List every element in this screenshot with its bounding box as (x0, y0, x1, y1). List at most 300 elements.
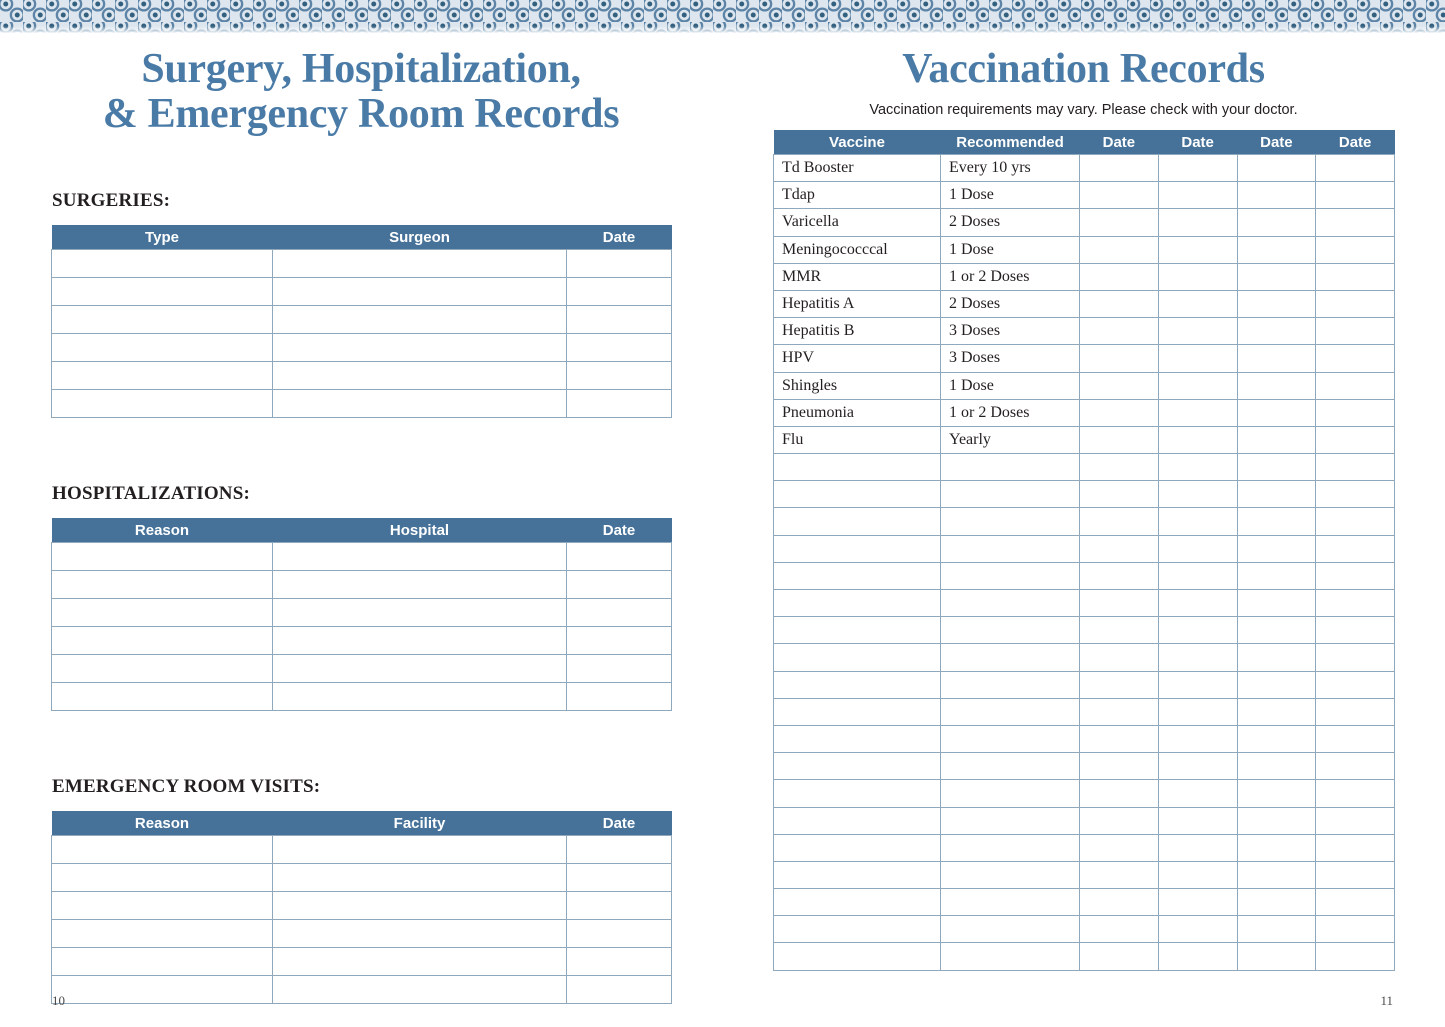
cell-date[interactable] (567, 627, 672, 655)
table-row[interactable] (774, 399, 1395, 426)
cell-date-1[interactable] (1080, 236, 1159, 263)
cell-date-3[interactable] (1237, 590, 1316, 617)
cell-reason[interactable] (52, 655, 273, 683)
cell-date-2[interactable] (1158, 617, 1237, 644)
cell-date-4[interactable] (1316, 372, 1395, 399)
cell-type[interactable] (52, 362, 273, 390)
cell-vaccine[interactable]: Td Booster (774, 155, 941, 182)
cell-date-3[interactable] (1237, 481, 1316, 508)
cell-date-2[interactable] (1158, 943, 1237, 970)
cell-date-3[interactable] (1237, 753, 1316, 780)
cell-date-3[interactable] (1237, 807, 1316, 834)
cell-recommended[interactable] (941, 617, 1080, 644)
cell-date-4[interactable] (1316, 236, 1395, 263)
cell-date[interactable] (567, 976, 672, 1004)
cell-facility[interactable] (273, 864, 567, 892)
cell-reason[interactable] (52, 683, 273, 711)
cell-date-2[interactable] (1158, 345, 1237, 372)
table-row[interactable] (774, 454, 1395, 481)
cell-recommended[interactable] (941, 508, 1080, 535)
cell-vaccine[interactable] (774, 753, 941, 780)
table-row[interactable] (52, 920, 672, 948)
cell-date-1[interactable] (1080, 508, 1159, 535)
cell-vaccine[interactable] (774, 861, 941, 888)
cell-date-3[interactable] (1237, 155, 1316, 182)
cell-vaccine[interactable] (774, 644, 941, 671)
cell-date-4[interactable] (1316, 834, 1395, 861)
cell-date-4[interactable] (1316, 590, 1395, 617)
cell-date-3[interactable] (1237, 290, 1316, 317)
cell-vaccine[interactable] (774, 671, 941, 698)
cell-date-1[interactable] (1080, 780, 1159, 807)
cell-vaccine[interactable] (774, 943, 941, 970)
table-row[interactable] (774, 508, 1395, 535)
cell-date-2[interactable] (1158, 236, 1237, 263)
vaccination-disclaimer: Vaccination requirements may vary. Please check with your doctor. (869, 102, 1298, 118)
cell-vaccine[interactable]: Varicella (774, 209, 941, 236)
cell-date-1[interactable] (1080, 834, 1159, 861)
cell-date-4[interactable] (1316, 481, 1395, 508)
cell-vaccine[interactable] (774, 780, 941, 807)
cell-date[interactable] (567, 655, 672, 683)
cell-facility[interactable] (273, 948, 567, 976)
cell-date-2[interactable] (1158, 454, 1237, 481)
cell-date-4[interactable] (1316, 426, 1395, 453)
cell-recommended[interactable] (941, 861, 1080, 888)
table-row[interactable] (774, 290, 1395, 317)
cell-recommended[interactable] (941, 725, 1080, 752)
cell-vaccine[interactable] (774, 834, 941, 861)
cell-date-4[interactable] (1316, 155, 1395, 182)
cell-date[interactable] (567, 836, 672, 864)
cell-date-4[interactable] (1316, 807, 1395, 834)
cell-date-2[interactable] (1158, 861, 1237, 888)
cell-recommended[interactable] (941, 698, 1080, 725)
table-row[interactable] (52, 306, 672, 334)
cell-date-1[interactable] (1080, 182, 1159, 209)
table-row[interactable] (52, 250, 672, 278)
cell-date[interactable] (567, 334, 672, 362)
page-number-left: 10 (52, 993, 65, 1008)
table-row[interactable] (774, 807, 1395, 834)
cell-surgeon[interactable] (273, 250, 567, 278)
table-row[interactable] (52, 864, 672, 892)
cell-date-3[interactable] (1237, 182, 1316, 209)
cell-date-3[interactable] (1237, 943, 1316, 970)
cell-date-1[interactable] (1080, 562, 1159, 589)
table-header-row (52, 518, 672, 543)
cell-date-2[interactable] (1158, 155, 1237, 182)
cell-date-2[interactable] (1158, 807, 1237, 834)
cell-vaccine[interactable]: Shingles (774, 372, 941, 399)
cell-date-1[interactable] (1080, 535, 1159, 562)
left-page-title-line-2: & Emergency Room Records (102, 90, 620, 137)
cell-date-4[interactable] (1316, 318, 1395, 345)
cell-vaccine[interactable] (774, 725, 941, 752)
table-row[interactable] (52, 571, 672, 599)
cell-date-1[interactable] (1080, 209, 1159, 236)
cell-recommended[interactable] (941, 590, 1080, 617)
cell-date-1[interactable] (1080, 345, 1159, 372)
cell-date-2[interactable] (1158, 644, 1237, 671)
cell-hospital[interactable] (273, 543, 567, 571)
cell-date-3[interactable] (1237, 399, 1316, 426)
cell-surgeon[interactable] (273, 390, 567, 418)
cell-facility[interactable] (273, 836, 567, 864)
column-header-hospital: Hospital (273, 518, 567, 543)
table-row[interactable] (52, 655, 672, 683)
cell-vaccine[interactable]: Pneumonia (774, 399, 941, 426)
cell-date-3[interactable] (1237, 372, 1316, 399)
cell-date-2[interactable] (1158, 834, 1237, 861)
cell-recommended[interactable]: 3 Doses (941, 345, 1080, 372)
cell-recommended[interactable] (941, 753, 1080, 780)
cell-date-2[interactable] (1158, 780, 1237, 807)
cell-type[interactable] (52, 390, 273, 418)
cell-reason[interactable] (52, 571, 273, 599)
cell-date-2[interactable] (1158, 399, 1237, 426)
cell-date[interactable] (567, 362, 672, 390)
cell-recommended[interactable] (941, 943, 1080, 970)
cell-date-3[interactable] (1237, 617, 1316, 644)
cell-date-3[interactable] (1237, 209, 1316, 236)
cell-vaccine[interactable] (774, 617, 941, 644)
cell-recommended[interactable] (941, 481, 1080, 508)
cell-date-2[interactable] (1158, 318, 1237, 345)
table-row[interactable] (52, 599, 672, 627)
cell-date-3[interactable] (1237, 535, 1316, 562)
cell-date-4[interactable] (1316, 209, 1395, 236)
cell-reason[interactable] (52, 627, 273, 655)
column-header-date: Date (567, 518, 672, 543)
table-row[interactable] (774, 943, 1395, 970)
cell-recommended[interactable]: Every 10 yrs (941, 155, 1080, 182)
cell-date[interactable] (567, 278, 672, 306)
table-row[interactable] (774, 372, 1395, 399)
cell-hospital[interactable] (273, 571, 567, 599)
cell-date-3[interactable] (1237, 345, 1316, 372)
table-row[interactable] (774, 780, 1395, 807)
cell-date[interactable] (567, 920, 672, 948)
cell-date-1[interactable] (1080, 318, 1159, 345)
cell-date-3[interactable] (1237, 236, 1316, 263)
table-row[interactable] (774, 209, 1395, 236)
cell-date-1[interactable] (1080, 698, 1159, 725)
table-row[interactable] (52, 976, 672, 1004)
cell-date-3[interactable] (1237, 861, 1316, 888)
cell-hospital[interactable] (273, 683, 567, 711)
cell-date-1[interactable] (1080, 671, 1159, 698)
surgeries-table (51, 225, 672, 418)
cell-recommended[interactable]: 1 Dose (941, 182, 1080, 209)
cell-date-3[interactable] (1237, 454, 1316, 481)
cell-surgeon[interactable] (273, 278, 567, 306)
table-row[interactable] (774, 562, 1395, 589)
cell-date[interactable] (567, 250, 672, 278)
table-row[interactable] (774, 318, 1395, 345)
cell-date-3[interactable] (1237, 644, 1316, 671)
cell-reason[interactable] (52, 836, 273, 864)
cell-date-4[interactable] (1316, 753, 1395, 780)
cell-date-2[interactable] (1158, 725, 1237, 752)
cell-recommended[interactable]: 2 Doses (941, 209, 1080, 236)
column-header-date: Date (567, 811, 672, 836)
cell-date-2[interactable] (1158, 372, 1237, 399)
cell-type[interactable] (52, 278, 273, 306)
cell-recommended[interactable] (941, 644, 1080, 671)
cell-date[interactable] (567, 683, 672, 711)
cell-facility[interactable] (273, 976, 567, 1004)
section-label-emergency-room-visits: EMERGENCY ROOM VISITS: (52, 776, 321, 797)
cell-date-4[interactable] (1316, 345, 1395, 372)
cell-recommended[interactable]: 1 or 2 Doses (941, 263, 1080, 290)
cell-date-3[interactable] (1237, 780, 1316, 807)
table-row[interactable] (774, 345, 1395, 372)
cell-vaccine[interactable] (774, 916, 941, 943)
cell-date-1[interactable] (1080, 590, 1159, 617)
column-header-vaccine: Vaccine (774, 130, 941, 155)
cell-vaccine[interactable] (774, 481, 941, 508)
cell-date-2[interactable] (1158, 698, 1237, 725)
cell-date-2[interactable] (1158, 481, 1237, 508)
column-header-date-3: Date (1237, 130, 1316, 155)
cell-reason[interactable] (52, 864, 273, 892)
cell-hospital[interactable] (273, 599, 567, 627)
table-row[interactable] (52, 362, 672, 390)
cell-date-4[interactable] (1316, 780, 1395, 807)
cell-date-2[interactable] (1158, 753, 1237, 780)
table-row[interactable] (774, 861, 1395, 888)
cell-date-3[interactable] (1237, 889, 1316, 916)
cell-reason[interactable] (52, 599, 273, 627)
cell-date-3[interactable] (1237, 725, 1316, 752)
cell-recommended[interactable] (941, 671, 1080, 698)
cell-recommended[interactable]: Yearly (941, 426, 1080, 453)
cell-vaccine[interactable] (774, 562, 941, 589)
table-row[interactable] (774, 263, 1395, 290)
emergency-room-visits-table (51, 811, 672, 1004)
cell-vaccine[interactable] (774, 698, 941, 725)
table-row[interactable] (774, 834, 1395, 861)
table-row[interactable] (52, 683, 672, 711)
cell-date-4[interactable] (1316, 562, 1395, 589)
cell-date-1[interactable] (1080, 861, 1159, 888)
table-row[interactable] (52, 627, 672, 655)
cell-date-1[interactable] (1080, 263, 1159, 290)
cell-date-4[interactable] (1316, 290, 1395, 317)
cell-recommended[interactable]: 2 Doses (941, 290, 1080, 317)
cell-date-2[interactable] (1158, 535, 1237, 562)
cell-date-4[interactable] (1316, 399, 1395, 426)
cell-date-4[interactable] (1316, 535, 1395, 562)
cell-date-3[interactable] (1237, 698, 1316, 725)
table-row[interactable] (774, 671, 1395, 698)
cell-date-2[interactable] (1158, 290, 1237, 317)
cell-date-4[interactable] (1316, 454, 1395, 481)
cell-date[interactable] (567, 571, 672, 599)
table-row[interactable] (52, 892, 672, 920)
table-row[interactable] (774, 426, 1395, 453)
cell-date-1[interactable] (1080, 290, 1159, 317)
cell-date-4[interactable] (1316, 182, 1395, 209)
cell-date-2[interactable] (1158, 916, 1237, 943)
cell-reason[interactable] (52, 948, 273, 976)
cell-date-4[interactable] (1316, 916, 1395, 943)
cell-date-4[interactable] (1316, 725, 1395, 752)
cell-date-2[interactable] (1158, 508, 1237, 535)
cell-date-3[interactable] (1237, 671, 1316, 698)
cell-recommended[interactable] (941, 889, 1080, 916)
column-header-date: Date (567, 225, 672, 250)
cell-date-1[interactable] (1080, 889, 1159, 916)
cell-recommended[interactable] (941, 454, 1080, 481)
cell-surgeon[interactable] (273, 362, 567, 390)
cell-date-4[interactable] (1316, 861, 1395, 888)
cell-date-4[interactable] (1316, 617, 1395, 644)
cell-date-4[interactable] (1316, 644, 1395, 671)
table-row[interactable] (52, 334, 672, 362)
cell-date[interactable] (567, 543, 672, 571)
cell-date-1[interactable] (1080, 644, 1159, 671)
table-row[interactable] (774, 753, 1395, 780)
cell-facility[interactable] (273, 892, 567, 920)
table-row[interactable] (774, 698, 1395, 725)
cell-date-1[interactable] (1080, 753, 1159, 780)
cell-hospital[interactable] (273, 655, 567, 683)
cell-date-2[interactable] (1158, 889, 1237, 916)
cell-type[interactable] (52, 250, 273, 278)
cell-date-4[interactable] (1316, 508, 1395, 535)
cell-date[interactable] (567, 599, 672, 627)
cell-date-3[interactable] (1237, 318, 1316, 345)
table-row[interactable] (774, 644, 1395, 671)
cell-date-1[interactable] (1080, 372, 1159, 399)
cell-date-1[interactable] (1080, 807, 1159, 834)
table-row[interactable] (52, 390, 672, 418)
table-row[interactable] (52, 948, 672, 976)
cell-vaccine[interactable]: Hepatitis B (774, 318, 941, 345)
table-row[interactable] (774, 182, 1395, 209)
cell-hospital[interactable] (273, 627, 567, 655)
table-row[interactable] (52, 278, 672, 306)
table-row[interactable] (774, 617, 1395, 644)
cell-vaccine[interactable] (774, 535, 941, 562)
cell-vaccine[interactable]: Flu (774, 426, 941, 453)
cell-recommended[interactable] (941, 916, 1080, 943)
table-row[interactable] (774, 236, 1395, 263)
cell-recommended[interactable] (941, 807, 1080, 834)
cell-recommended[interactable] (941, 562, 1080, 589)
cell-vaccine[interactable] (774, 508, 941, 535)
cell-reason[interactable] (52, 920, 273, 948)
table-row[interactable] (52, 836, 672, 864)
cell-date-1[interactable] (1080, 399, 1159, 426)
cell-date[interactable] (567, 306, 672, 334)
table-row[interactable] (774, 916, 1395, 943)
column-header-recommended: Recommended (941, 130, 1080, 155)
cell-date-1[interactable] (1080, 481, 1159, 508)
cell-surgeon[interactable] (273, 334, 567, 362)
cell-date-1[interactable] (1080, 155, 1159, 182)
cell-date-1[interactable] (1080, 454, 1159, 481)
cell-type[interactable] (52, 306, 273, 334)
cell-date-2[interactable] (1158, 209, 1237, 236)
cell-date-3[interactable] (1237, 834, 1316, 861)
cell-reason[interactable] (52, 976, 273, 1004)
cell-date-2[interactable] (1158, 182, 1237, 209)
cell-date-2[interactable] (1158, 426, 1237, 453)
cell-vaccine[interactable]: MMR (774, 263, 941, 290)
cell-vaccine[interactable] (774, 807, 941, 834)
cell-date-1[interactable] (1080, 943, 1159, 970)
cell-vaccine[interactable]: Hepatitis A (774, 290, 941, 317)
table-row[interactable] (774, 725, 1395, 752)
cell-date-1[interactable] (1080, 916, 1159, 943)
cell-date-1[interactable] (1080, 617, 1159, 644)
table-row[interactable] (774, 535, 1395, 562)
cell-recommended[interactable] (941, 780, 1080, 807)
cell-date[interactable] (567, 892, 672, 920)
cell-surgeon[interactable] (273, 306, 567, 334)
cell-reason[interactable] (52, 543, 273, 571)
cell-date-4[interactable] (1316, 263, 1395, 290)
table-header-row (52, 225, 672, 250)
cell-date-3[interactable] (1237, 916, 1316, 943)
cell-date-2[interactable] (1158, 671, 1237, 698)
table-row[interactable] (774, 889, 1395, 916)
cell-recommended[interactable]: 1 Dose (941, 372, 1080, 399)
cell-reason[interactable] (52, 892, 273, 920)
table-row[interactable] (774, 155, 1395, 182)
cell-date[interactable] (567, 948, 672, 976)
cell-recommended[interactable]: 3 Doses (941, 318, 1080, 345)
cell-vaccine[interactable] (774, 454, 941, 481)
table-header-row (774, 130, 1395, 155)
cell-vaccine[interactable] (774, 590, 941, 617)
cell-date-4[interactable] (1316, 889, 1395, 916)
cell-date-3[interactable] (1237, 263, 1316, 290)
cell-recommended[interactable]: 1 Dose (941, 236, 1080, 263)
cell-date-1[interactable] (1080, 426, 1159, 453)
cell-date-3[interactable] (1237, 562, 1316, 589)
section-label-hospitalizations: HOSPITALIZATIONS: (52, 483, 251, 504)
cell-date-3[interactable] (1237, 508, 1316, 535)
table-row[interactable] (52, 543, 672, 571)
cell-recommended[interactable]: 1 or 2 Doses (941, 399, 1080, 426)
cell-vaccine[interactable]: Meningococccal (774, 236, 941, 263)
cell-type[interactable] (52, 334, 273, 362)
cell-date-4[interactable] (1316, 943, 1395, 970)
table-row[interactable] (774, 481, 1395, 508)
cell-date-3[interactable] (1237, 426, 1316, 453)
cell-date-2[interactable] (1158, 590, 1237, 617)
cell-date-1[interactable] (1080, 725, 1159, 752)
cell-vaccine[interactable] (774, 889, 941, 916)
cell-date-2[interactable] (1158, 562, 1237, 589)
cell-recommended[interactable] (941, 535, 1080, 562)
cell-date-2[interactable] (1158, 263, 1237, 290)
cell-date[interactable] (567, 390, 672, 418)
cell-date[interactable] (567, 864, 672, 892)
cell-date-4[interactable] (1316, 671, 1395, 698)
cell-vaccine[interactable]: HPV (774, 345, 941, 372)
section-label-surgeries: SURGERIES: (52, 190, 171, 211)
cell-date-4[interactable] (1316, 698, 1395, 725)
cell-facility[interactable] (273, 920, 567, 948)
cell-recommended[interactable] (941, 834, 1080, 861)
table-row[interactable] (774, 590, 1395, 617)
cell-vaccine[interactable]: Tdap (774, 182, 941, 209)
